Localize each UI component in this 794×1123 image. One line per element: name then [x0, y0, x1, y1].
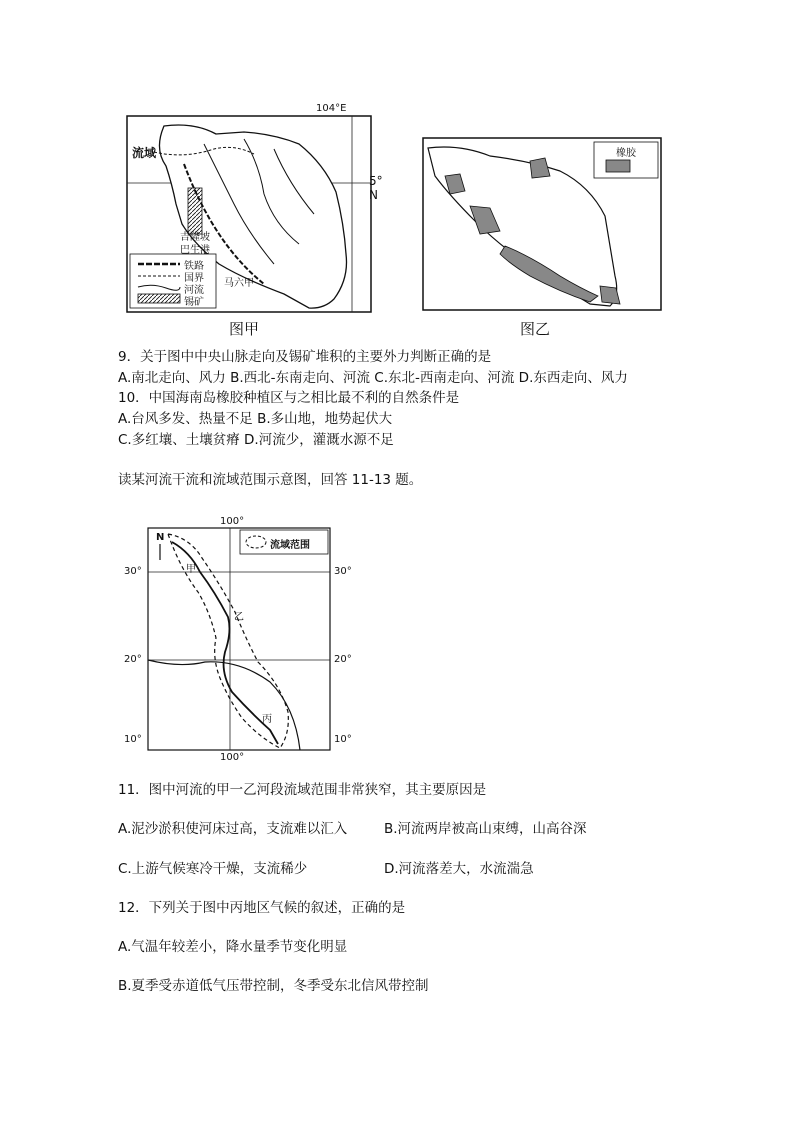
- north-label: N: [156, 532, 165, 543]
- river-basin-map: [120, 512, 360, 764]
- lat-label: 5° N: [369, 174, 383, 202]
- point-yi: 乙: [234, 612, 244, 623]
- q12-option-b: B.夏季受赤道低气压带控制，冬季受东北信风带控制: [118, 978, 429, 994]
- q10-stem: 10．中国海南岛橡胶种植区与之相比最不利的自然条件是: [118, 390, 460, 406]
- legend-rubber-symbol: [606, 160, 630, 172]
- legend-border: 国界: [184, 273, 204, 284]
- q11-stem: 11．图中河流的甲一乙河段流域范围非常狭窄，其主要原因是: [118, 782, 487, 798]
- figure-yi: [420, 136, 665, 344]
- q11-option-b: B.河流两岸被高山束缚，山高谷深: [384, 821, 587, 837]
- q9-stem: 9．关于图中中央山脉走向及锡矿堆积的主要外力判断正确的是: [118, 349, 492, 365]
- lat30-left: 30°: [124, 566, 142, 577]
- q9-options: A.南北走向、风力 B.西北-东南走向、河流 C.东北-西南走向、河流 D.东西走向、风力: [118, 370, 628, 386]
- figure-caption-jia: 图甲: [229, 320, 260, 338]
- q11-option-d: D.河流落差大，水流湍急: [384, 861, 534, 877]
- lon-label: 104°E: [316, 103, 347, 114]
- lon-label-top: 100°: [220, 516, 245, 527]
- legend-railway: 铁路: [184, 261, 204, 272]
- legend-tin-symbol: [138, 294, 180, 303]
- lat10-left: 10°: [124, 734, 142, 745]
- place-label-port-klang: 巴生港: [180, 245, 210, 256]
- reading-intro: 读某河流干流和流域范围示意图，回答 11-13 题。: [118, 472, 423, 488]
- legend-tin: 锡矿: [184, 297, 204, 308]
- lat20-left: 20°: [124, 654, 142, 665]
- map-rubber-area-yi: [420, 136, 665, 344]
- q12-stem: 12．下列关于图中丙地区气候的叙述，正确的是: [118, 900, 406, 916]
- place-label-malacca: 马六甲: [224, 278, 254, 289]
- q10-options-cd: C.多红壤、土壤贫瘠 D.河流少，灌溉水源不足: [118, 432, 394, 448]
- lat20-right: 20°: [334, 654, 352, 665]
- q12-option-a: A.气温年较差小，降水量季节变化明显: [118, 939, 348, 955]
- q11-option-c: C.上游气候寒冷干燥，支流稀少: [118, 861, 308, 877]
- q10-options-ab: A.台风多发、热量不足 B.多山地，地势起伏大: [118, 411, 393, 427]
- figure-jia: [124, 103, 383, 344]
- legend-rubber: 橡胶: [616, 148, 636, 159]
- legend-river: 河流: [184, 285, 204, 296]
- place-label-kuala-lumpur: 吉隆坡: [180, 232, 210, 243]
- lat30-right: 30°: [334, 566, 352, 577]
- figure-river-basin: [120, 512, 360, 764]
- point-jia: 甲: [186, 564, 196, 575]
- map-malay-peninsula-jia: [124, 104, 374, 344]
- q11-option-a: A.泥沙淤积使河床过高，支流难以汇入: [118, 821, 348, 837]
- lon-label-bottom: 100°: [220, 752, 245, 763]
- lat10-right: 10°: [334, 734, 352, 745]
- figure-caption-yi: 图乙: [520, 320, 551, 338]
- legend-basin: 流域范围: [270, 540, 310, 551]
- place-label-basin: 流域: [132, 146, 157, 160]
- point-bing: 丙: [262, 714, 272, 725]
